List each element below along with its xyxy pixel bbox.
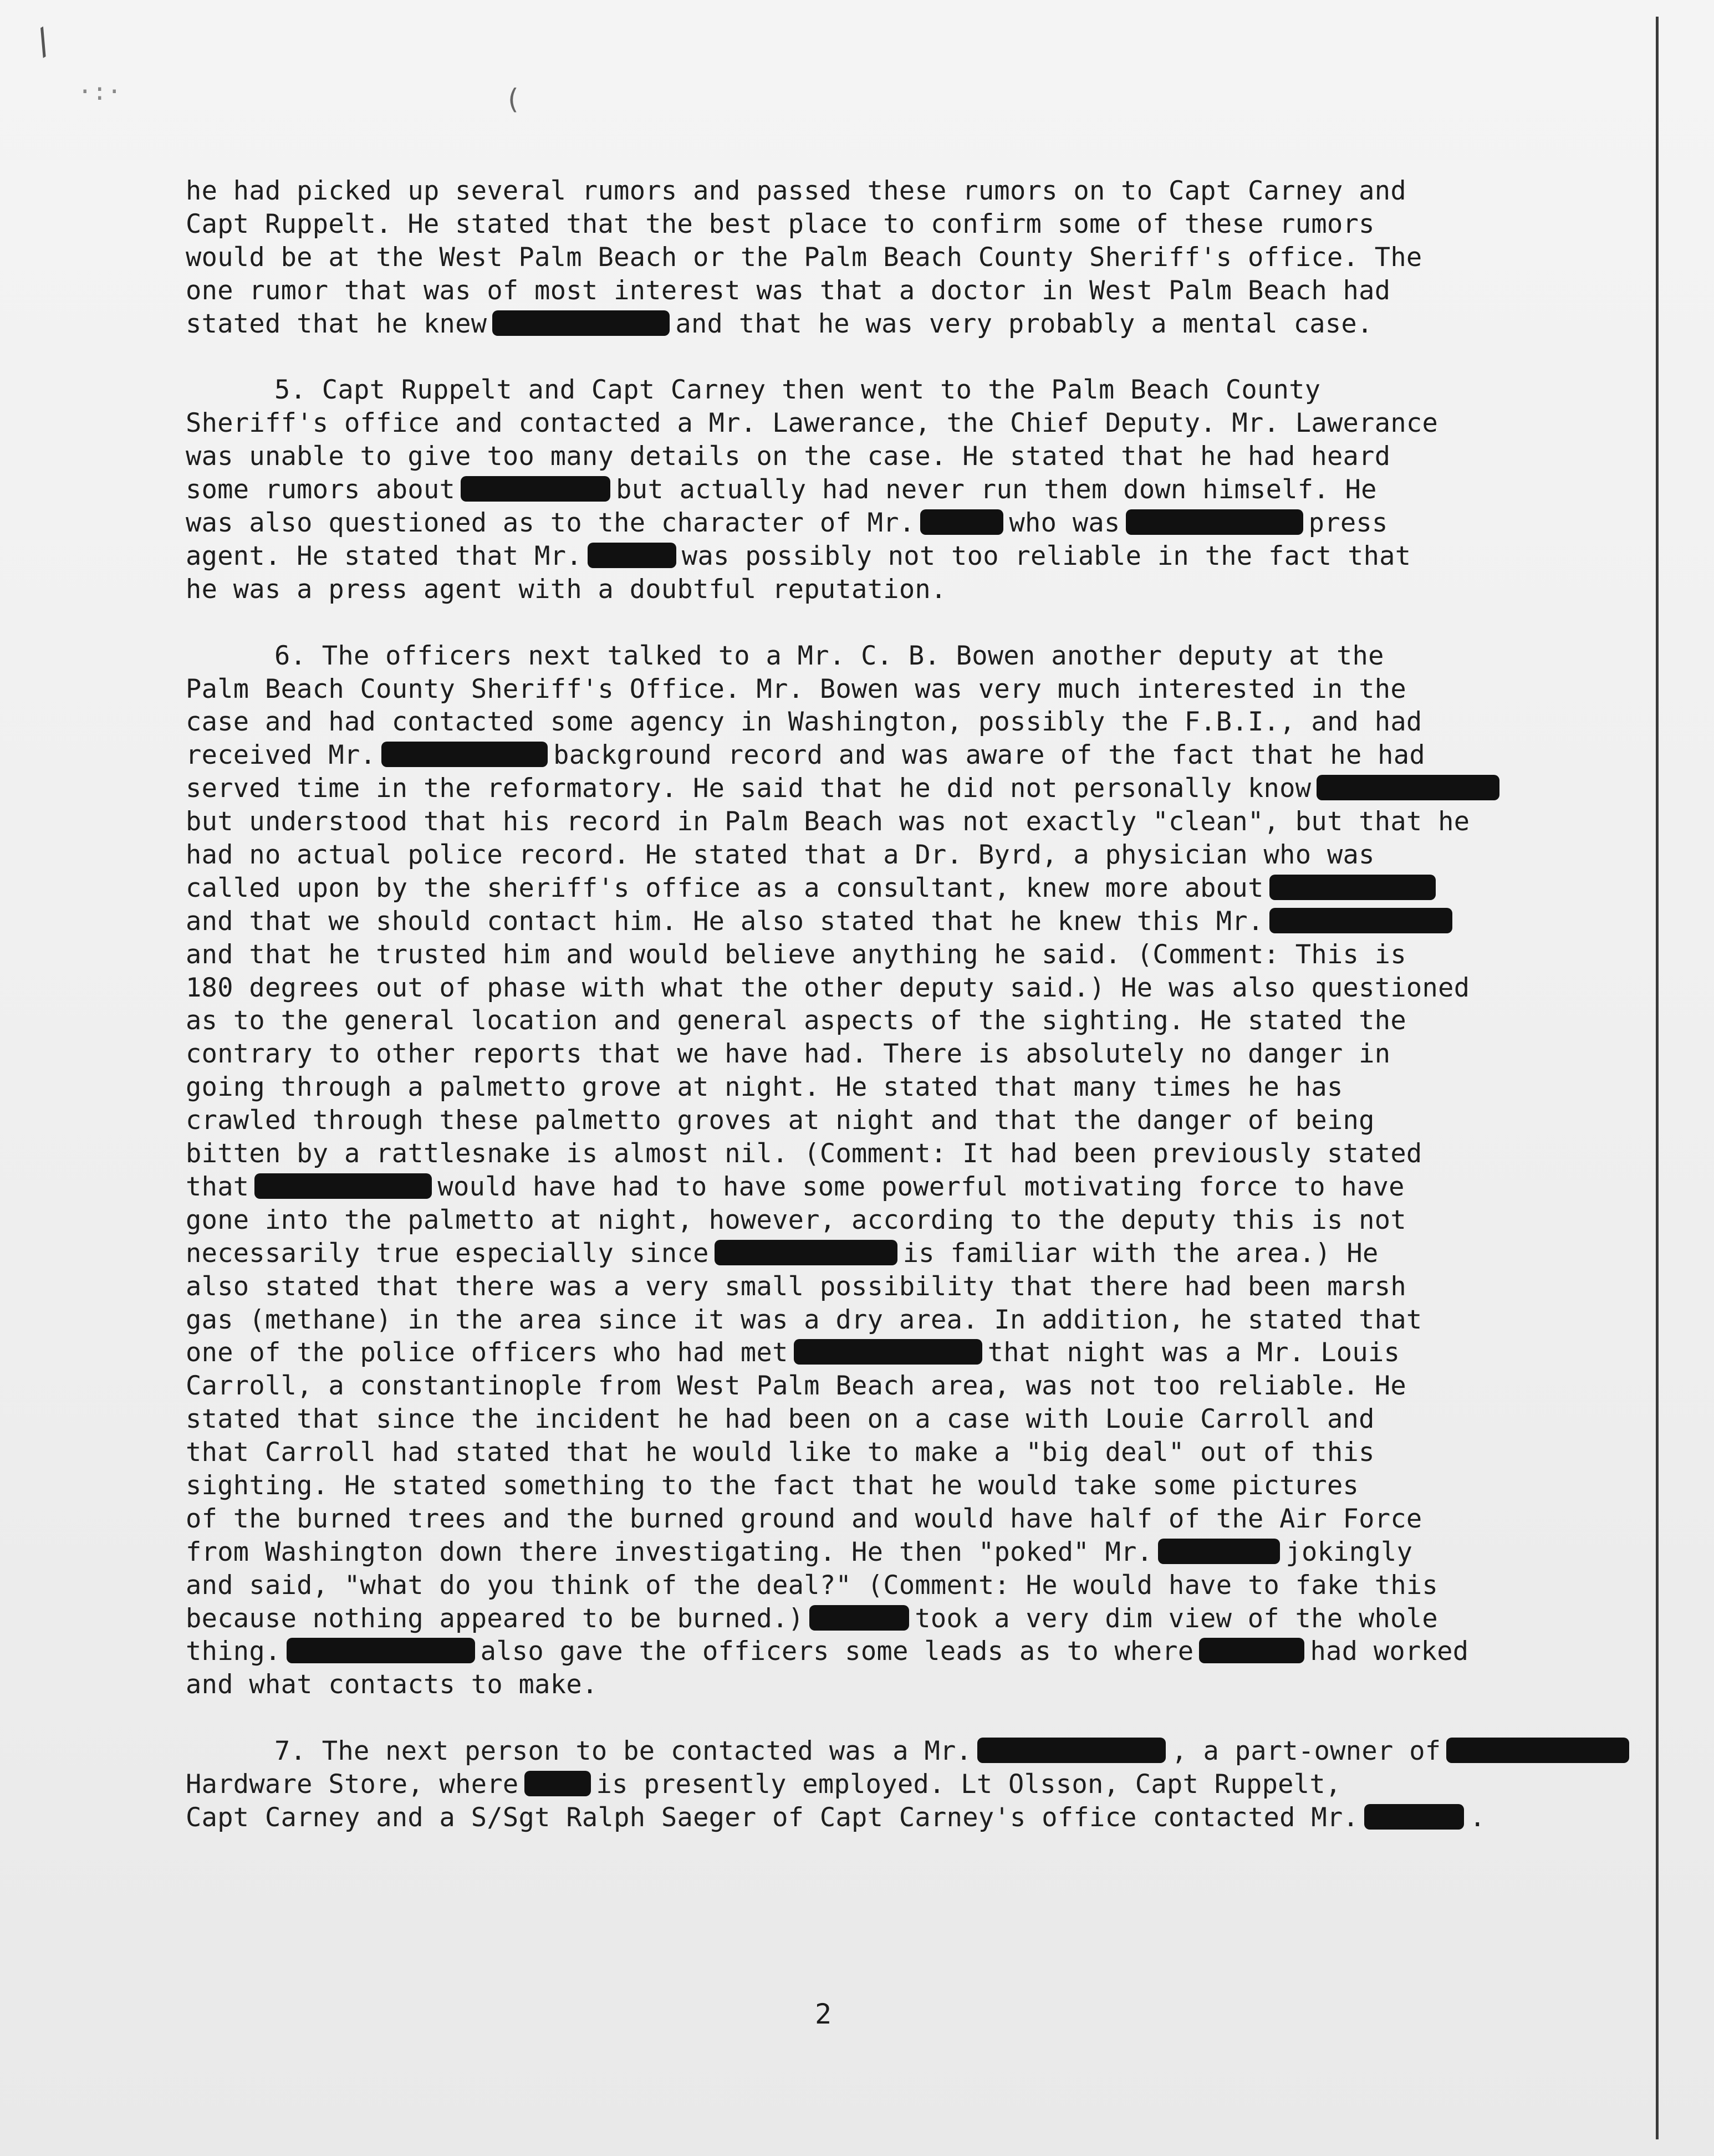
text-line xyxy=(186,573,1616,606)
text-line xyxy=(186,1104,1616,1137)
text-line xyxy=(186,1004,1616,1038)
text-line xyxy=(186,872,1616,905)
text-line xyxy=(186,241,1616,274)
text-line xyxy=(186,1171,1616,1204)
text-segment: he had picked up several rumors and passed these rumors on to Capt Carney and xyxy=(186,176,1406,206)
text-segment: and that we should contact him. He also stated that he knew this Mr. xyxy=(186,906,1264,937)
text-line xyxy=(186,1270,1616,1304)
text-line xyxy=(186,1204,1616,1237)
text-segment: was also questioned as to the character of Mr. xyxy=(186,508,915,539)
text-segment: had worked xyxy=(1310,1636,1469,1667)
text-segment: Capt Ruppelt. He stated that the best place to confirm some of these rumors xyxy=(186,208,1375,239)
text-segment: and said, "what do you think of the deal?" (Comment: He would have to fake this xyxy=(186,1570,1438,1601)
redaction-bar xyxy=(809,1605,909,1631)
text-line xyxy=(186,1503,1616,1536)
text-line xyxy=(186,473,1616,507)
text-segment: stated that since the incident he had been on a case with Louie Carroll and xyxy=(186,1404,1375,1435)
redaction-bar xyxy=(1199,1638,1304,1663)
text-line xyxy=(186,905,1616,938)
redaction-bar xyxy=(524,1771,591,1796)
text-segment: agent. He stated that Mr. xyxy=(186,540,582,571)
text-line xyxy=(186,673,1616,706)
text-segment: press xyxy=(1308,508,1388,539)
text-segment: bitten by a rattlesnake is almost nil. (Comment: It had been previously stated xyxy=(186,1138,1422,1169)
text-segment: sighting. He stated something to the fact that he would take some pictures xyxy=(186,1470,1359,1501)
paragraph xyxy=(186,640,1616,1702)
text-segment: received Mr. xyxy=(186,740,376,771)
redaction-bar xyxy=(794,1339,982,1365)
text-segment: was unable to give too many details on the case. He stated that he had heard xyxy=(186,441,1391,472)
text-line xyxy=(186,805,1616,839)
text-line xyxy=(186,1304,1616,1337)
text-segment: that xyxy=(186,1171,249,1202)
redaction-bar xyxy=(381,742,548,767)
text-segment: gone into the palmetto at night, however, according to the deputy this is not xyxy=(186,1204,1406,1235)
redaction-bar xyxy=(977,1738,1166,1763)
text-line xyxy=(186,1137,1616,1171)
pen-mark: / xyxy=(24,19,62,64)
text-line xyxy=(186,640,1616,673)
text-segment: took a very dim view of the whole xyxy=(915,1603,1438,1634)
text-line xyxy=(186,308,1616,341)
text-line xyxy=(186,839,1616,872)
redaction-bar xyxy=(492,310,670,336)
text-line xyxy=(186,1768,1616,1801)
text-segment: as to the general location and general aspects of the sighting. He stated the xyxy=(186,1005,1406,1036)
text-line xyxy=(186,938,1616,972)
text-line xyxy=(186,1635,1616,1668)
paragraph xyxy=(186,175,1616,340)
text-segment: Palm Beach County Sheriff's Office. Mr. Bowen was very much interested in the xyxy=(186,673,1406,704)
text-line xyxy=(186,1038,1616,1071)
text-line xyxy=(186,175,1616,208)
text-line xyxy=(186,1569,1616,1602)
text-segment: of the burned trees and the burned ground and would have half of the Air Force xyxy=(186,1503,1422,1534)
page-number: 2 xyxy=(815,1998,832,2030)
text-line xyxy=(186,1668,1616,1702)
text-segment: 5. Capt Ruppelt and Capt Carney then went to the Palm Beach County xyxy=(274,375,1321,406)
text-segment: that night was a Mr. Louis xyxy=(987,1337,1400,1368)
text-segment: case and had contacted some agency in Washington, possibly the F.B.I., and had xyxy=(186,707,1422,738)
paragraph xyxy=(186,1735,1616,1835)
redaction-bar xyxy=(588,543,676,568)
text-segment: background record and was aware of the fact that he had xyxy=(553,740,1425,771)
redaction-bar xyxy=(1126,509,1303,535)
text-segment: also stated that there was a very small possibility that there had been marsh xyxy=(186,1271,1406,1302)
text-segment: Hardware Store, where xyxy=(186,1769,519,1800)
redaction-bar xyxy=(1269,875,1436,900)
text-line xyxy=(186,208,1616,241)
text-segment: some rumors about xyxy=(186,474,456,505)
text-line xyxy=(186,1735,1616,1768)
redaction-bar xyxy=(1269,908,1452,933)
text-segment: contrary to other reports that we have had. There is absolutely no danger in xyxy=(186,1039,1391,1070)
document-body xyxy=(186,175,1616,1868)
text-segment: would have had to have some powerful motivating force to have xyxy=(437,1171,1405,1202)
text-segment: . xyxy=(1470,1802,1486,1833)
text-segment: necessarily true especially since xyxy=(186,1238,709,1269)
text-segment: also gave the officers some leads as to where xyxy=(480,1636,1194,1667)
redaction-bar xyxy=(287,1638,475,1663)
text-segment: would be at the West Palm Beach or the Palm Beach County Sheriff's office. The xyxy=(186,242,1422,273)
text-line xyxy=(186,507,1616,540)
text-line xyxy=(186,1370,1616,1403)
text-segment: thing. xyxy=(186,1636,281,1667)
text-segment: is presently employed. Lt Olsson, Capt Ruppelt, xyxy=(596,1769,1341,1800)
smudge-mark: ·:· xyxy=(78,78,122,106)
text-segment: 7. The next person to be contacted was a Mr. xyxy=(274,1736,972,1767)
text-segment: served time in the reformatory. He said that he did not personally know xyxy=(186,773,1312,804)
text-line xyxy=(186,274,1616,308)
text-line xyxy=(186,739,1616,772)
text-segment: is familiar with the area.) He xyxy=(902,1238,1379,1269)
text-line xyxy=(186,1801,1616,1835)
redaction-bar xyxy=(254,1173,432,1199)
text-segment: one of the police officers who had met xyxy=(186,1337,788,1368)
text-line xyxy=(186,540,1616,573)
page-edge-line xyxy=(1656,17,1659,2139)
text-line xyxy=(186,1336,1616,1370)
text-segment: stated that he knew xyxy=(186,308,487,339)
text-line xyxy=(186,1071,1616,1104)
redaction-bar xyxy=(1446,1738,1629,1763)
text-segment: one rumor that was of most interest was that a doctor in West Palm Beach had xyxy=(186,275,1391,306)
redaction-bar xyxy=(715,1240,897,1265)
text-segment: 6. The officers next talked to a Mr. C. B. Bowen another deputy at the xyxy=(274,640,1384,671)
text-segment: Sheriff's office and contacted a Mr. Lawerance, the Chief Deputy. Mr. Lawerance xyxy=(186,408,1438,439)
text-segment: but understood that his record in Palm Beach was not exactly "clean", but that he xyxy=(186,806,1470,837)
text-segment: because nothing appeared to be burned.) xyxy=(186,1603,804,1634)
text-segment: gas (methane) in the area since it was a dry area. In addition, he stated that xyxy=(186,1304,1422,1335)
text-line xyxy=(186,374,1616,407)
redaction-bar xyxy=(1364,1804,1464,1830)
text-segment: and that he trusted him and would believe anything he said. (Comment: This is xyxy=(186,939,1406,970)
text-line xyxy=(186,440,1616,473)
text-segment: 180 degrees out of phase with what the other deputy said.) He was also questioned xyxy=(186,972,1470,1003)
text-segment: Capt Carney and a S/Sgt Ralph Saeger of Capt Carney's office contacted Mr. xyxy=(186,1802,1359,1833)
text-segment: jokingly xyxy=(1285,1536,1413,1567)
text-line xyxy=(186,1602,1616,1636)
text-line xyxy=(186,1237,1616,1270)
text-segment: had no actual police record. He stated that a Dr. Byrd, a physician who was xyxy=(186,840,1375,871)
text-line xyxy=(186,1536,1616,1569)
redaction-bar xyxy=(1317,775,1499,800)
text-segment: that Carroll had stated that he would like to make a "big deal" out of this xyxy=(186,1437,1375,1468)
text-line xyxy=(186,772,1616,805)
text-segment: called upon by the sheriff's office as a consultant, knew more about xyxy=(186,872,1264,903)
text-segment: going through a palmetto grove at night. He stated that many times he has xyxy=(186,1072,1343,1103)
redaction-bar xyxy=(920,509,1003,535)
redaction-bar xyxy=(461,476,610,502)
text-segment: who was xyxy=(1009,508,1120,539)
text-line xyxy=(186,972,1616,1005)
pen-mark: ( xyxy=(504,83,522,115)
redaction-bar xyxy=(1158,1539,1280,1564)
text-line xyxy=(186,1436,1616,1469)
text-segment: was possibly not too reliable in the fact that xyxy=(681,540,1411,571)
text-segment: crawled through these palmetto groves at night and that the danger of being xyxy=(186,1105,1375,1136)
text-segment: from Washington down there investigating. He then "poked" Mr. xyxy=(186,1536,1153,1567)
text-segment: and that he was very probably a mental case. xyxy=(675,308,1373,339)
text-line xyxy=(186,407,1616,440)
text-line xyxy=(186,706,1616,739)
text-line xyxy=(186,1469,1616,1503)
paragraph xyxy=(186,374,1616,606)
text-segment: but actually had never run them down himself. He xyxy=(616,474,1377,505)
text-segment: , a part-owner of xyxy=(1171,1736,1441,1767)
text-segment: and what contacts to make. xyxy=(186,1669,598,1700)
text-line xyxy=(186,1403,1616,1436)
text-segment: he was a press agent with a doubtful reputation. xyxy=(186,574,947,605)
text-segment: Carroll, a constantinople from West Palm Beach area, was not too reliable. He xyxy=(186,1371,1406,1402)
